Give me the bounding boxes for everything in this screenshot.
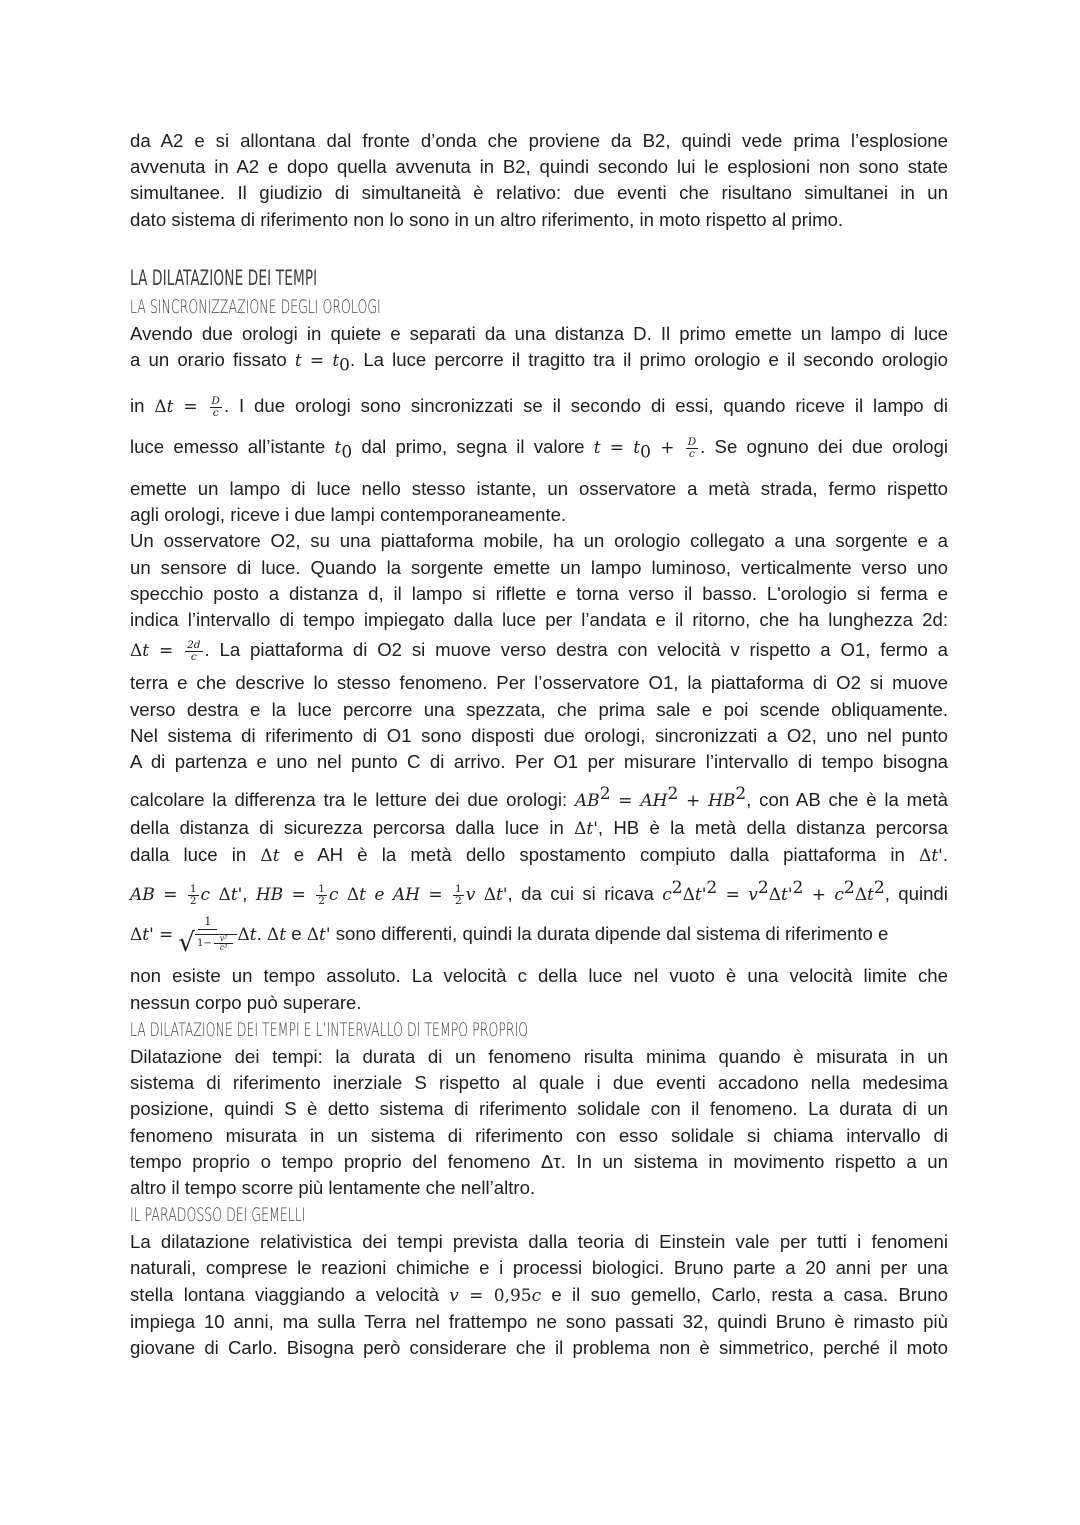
text-line: Un osservatore O2, su una piattaforma mobile, ha un orologio collegato a una sorgente e a [130, 530, 948, 552]
text-line: Δt' = 1 √ 1− $\frac{\text{v²}}{\text{c²}}$ Δt. Δt e Δt' sono differenti, quindi la durata dipende dal sistema di riferimento e [130, 915, 889, 959]
heading-dilatazione: LA DILATAZIONE DEI TEMPI [130, 265, 318, 290]
text-line: terra e che descrive lo stesso fenomeno. Per l’osservatore O1, la piattaforma di O2 si muove [130, 672, 948, 694]
text-line: avvenuta in A2 e dopo quella avvenuta in B2, quindi secondo lui le esplosioni non sono state [130, 156, 948, 178]
text-line: giovane di Carlo. Bisogna però considerare che il problema non è simmetrico, perché il moto [130, 1336, 948, 1358]
text-line: a un orario fissato $t = t_0$. La luce percorre il tragitto tra il primo orologio e il secondo orologio [130, 349, 948, 376]
text-line: non esiste un tempo assoluto. La velocità c della luce nel vuoto è una velocità limite che [130, 965, 948, 987]
text-line: Dilatazione dei tempi: la durata di un fenomeno risulta minima quando è misurata in un [130, 1045, 948, 1067]
sync-paragraph [130, 321, 948, 529]
text-line: Δt = $\frac{2d}{c}$ . La piattaforma di O2 si muove verso destra con velocità v rispetto a O1, fermo a [130, 638, 949, 663]
heading-intervallo-proprio: LA DILATAZIONE DEI TEMPI E L’INTERVALLO DI TEMPO PROPRIO [130, 1018, 529, 1041]
text-line: simultanee. Il giudizio di simultaneità è relativo: due eventi che risultano simultanei in un [130, 182, 948, 204]
text-line: Avendo due orologi in quiete e separati da una distanza D. Il primo emette un lampo di luce [130, 322, 948, 344]
lorentz-fraction: 1 √ 1− $\frac{\text{v²}}{\text{c²}}$ [178, 915, 237, 956]
heading-paradosso: IL PARADOSSO DEI GEMELLI [130, 1204, 306, 1227]
text-line: specchio posto a distanza d, il lampo si riflette e torna verso il basso. L'orologio si ferma e [130, 582, 948, 604]
text-line: AB = $\frac{1}{2}$ c Δt', HB = $\frac{1}{2}$ c Δt e AH = $\frac{1}{2}$ v Δt', da cui si ricava $c^2\Delta t'^2 = v^2\Delta t'^2 + c^2\Delta t^2$, quindi [130, 878, 948, 907]
text-line: emette un lampo di luce nello stesso istante, un osservatore a metà strada, fermo rispetto [130, 478, 948, 500]
text-line: Nel sistema di riferimento di O1 sono disposti due orologi, sincronizzati a O2, uno nel punto [130, 724, 948, 746]
gemelli-paragraph [130, 1229, 948, 1361]
intro-paragraph [130, 128, 948, 233]
text-line: della distanza di sicurezza percorsa dalla luce in Δt', HB è la metà della distanza percorsa [130, 816, 948, 839]
text-line: agli orologi, riceve i due lampi contemporaneamente. [130, 504, 567, 526]
text-line: A di partenza e uno nel punto C di arrivo. Per O1 per misurare l’intervallo di tempo bisogna [130, 751, 948, 773]
fraction-d-over-c: $\frac{D}{c}$ [687, 435, 697, 460]
o2-paragraph [130, 528, 948, 1015]
document-page [130, 128, 948, 1361]
text-line: verso destra e la luce percorre una spezzata, che prima sale e poi scende obliquamente. [130, 698, 948, 720]
text-line: calcolare la differenza tra le letture dei due orologi: $AB^2 = AH^2 + HB^2$, con AB che è la metà [130, 784, 948, 812]
text-line: da A2 e si allontana dal fronte d’onda che proviene da B2, quindi vede prima l’esplosione [130, 130, 948, 151]
text-line: dalla luce in Δt e AH è la metà dello spostamento compiuto dalla piattaforma in Δt'. [130, 843, 948, 866]
text-line: nessun corpo può superare. [130, 991, 362, 1013]
text-line: naturali, comprese le reazioni chimiche e i processi biologici. Bruno parte a 20 anni per una [130, 1257, 948, 1279]
text-line: stella lontana viaggiando a velocità v = 0,95c e il suo gemello, Carlo, resta a casa. Bruno [130, 1283, 948, 1306]
text-line: altro il tempo scorre più lentamente che nell’altro. [130, 1176, 536, 1198]
text-line: impiega 10 anni, ma sulla Terra nel frattempo ne sono passati 32, quindi Bruno è rimasto più [130, 1310, 948, 1332]
text-line: sistema di riferimento inerziale S rispetto al quale i due eventi accadono nella medesima [130, 1072, 948, 1094]
text-line: posizione, quindi S è detto sistema di riferimento solidale con il fenomeno. La durata di un [130, 1098, 948, 1120]
text-line: tempo proprio o tempo proprio del fenomeno Δτ. In un sistema in movimento rispetto a un [130, 1150, 948, 1172]
heading-sincronizzazione: LA SINCRONIZZAZIONE DEGLI OROLOGI [130, 295, 381, 318]
text-line: luce emesso all’istante $t_0$ dal primo, segna il valore $t = t_0$ + $\frac{D}{c}$ . Se ognuno dei due orologi [130, 435, 948, 463]
text-line: La dilatazione relativistica dei tempi prevista dalla teoria di Einstein vale per tutti i fenomeni [130, 1231, 948, 1253]
fraction-d-over-c: $\frac{D}{c}$ [211, 394, 220, 419]
text-line: in Δt = $\frac{D}{c}$ . I due orologi sono sincronizzati se il secondo di essi, quando riceve il lampo di [130, 394, 948, 419]
fraction-2d-over-c: $\frac{2d}{c}$ [187, 638, 201, 663]
proprio-paragraph [130, 1044, 948, 1201]
text-line: fenomeno misurata in un sistema di riferimento con esso solidale si chiama intervallo di [130, 1124, 948, 1146]
text-line: dato sistema di riferimento non lo sono in un altro riferimento, in moto rispetto al primo. [130, 208, 844, 230]
text-line: un sensore di luce. Quando la sorgente emette un lampo luminoso, verticalmente verso uno [130, 556, 948, 578]
text-line: indica l’intervallo di tempo impiegato dalla luce per l’andata e il ritorno, che ha lunghezza 2d: [130, 609, 948, 631]
